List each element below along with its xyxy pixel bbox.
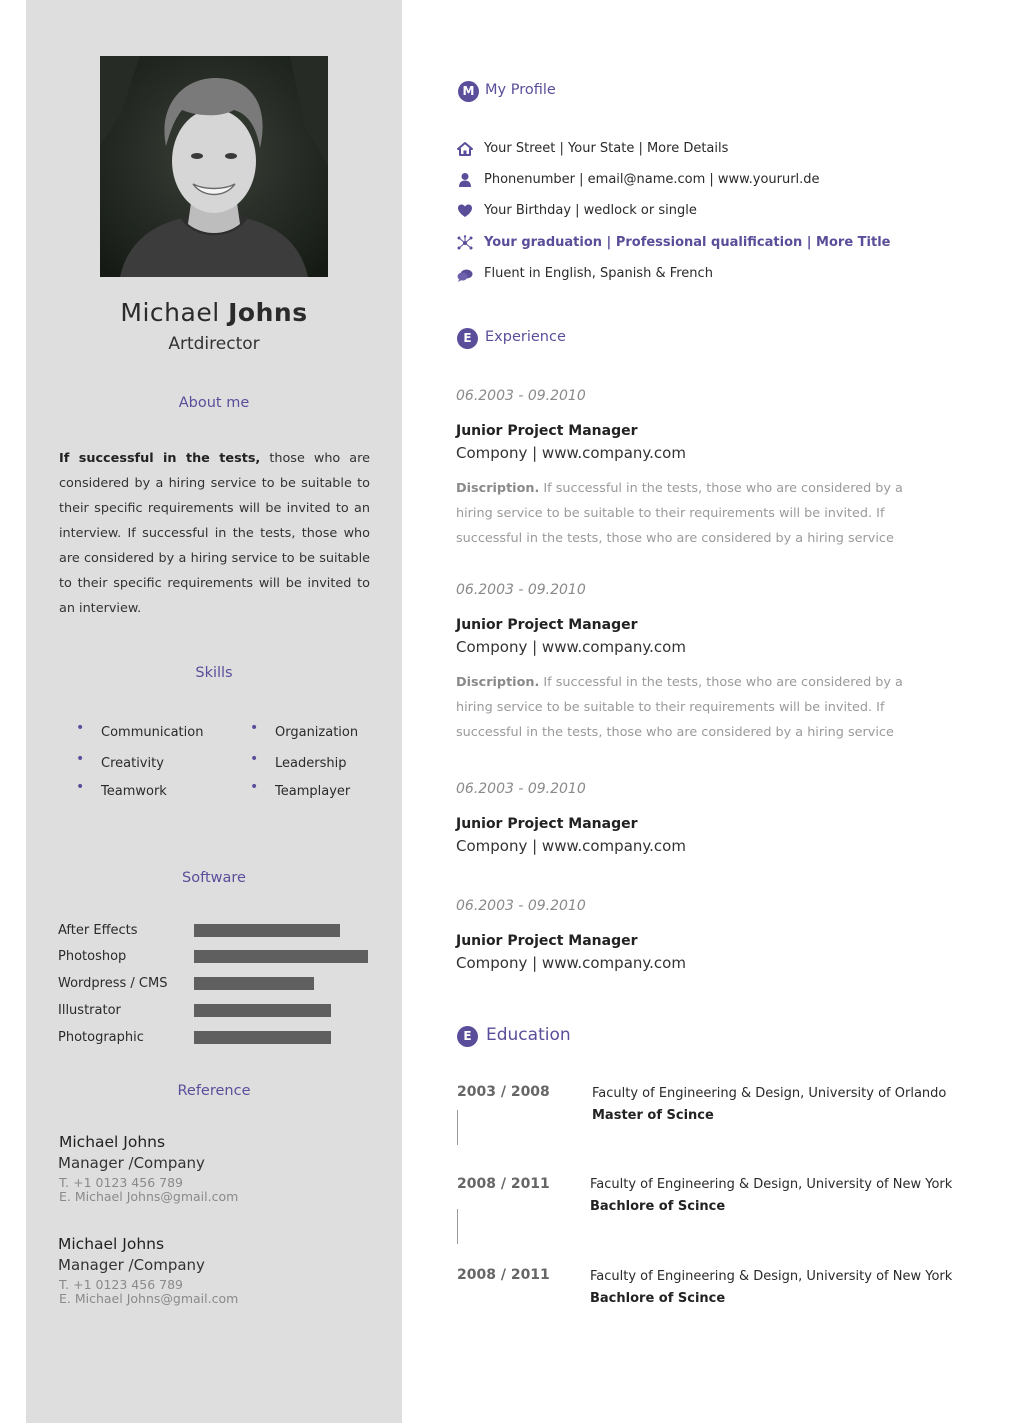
education-degree: Master of Scince (592, 1108, 714, 1123)
reference-phone: T. +1 0123 456 789 (59, 1277, 183, 1292)
software-level-bar (194, 1004, 331, 1017)
bullet-icon: • (250, 720, 259, 736)
software-label: Wordpress / CMS (58, 976, 168, 991)
education-school: Faculty of Engineering & Design, University of Orlando (592, 1086, 947, 1101)
profile-address: Your Street | Your State | More Details (484, 141, 729, 156)
education-letter-icon: E (457, 1026, 478, 1047)
heart-icon (457, 203, 473, 219)
experience-title: Junior Project Manager (456, 816, 638, 832)
profile-personal: Your Birthday | wedlock or single (484, 203, 697, 218)
candidate-role: Artdirector (168, 334, 260, 354)
sidebar (26, 0, 402, 1423)
software-label: Illustrator (58, 1003, 121, 1018)
experience-heading: Experience (485, 329, 566, 345)
software-level-bar (194, 977, 314, 990)
portrait-image (100, 56, 328, 277)
software-label: After Effects (58, 923, 138, 938)
network-icon (457, 235, 473, 251)
bullet-icon: • (76, 720, 85, 736)
software-label: Photographic (58, 1030, 144, 1045)
about-text (59, 446, 370, 621)
education-years: 2008 / 2011 (457, 1176, 550, 1192)
experience-date: 06.2003 - 09.2010 (456, 388, 586, 404)
skill-item: • Creativity (76, 751, 164, 771)
bullet-icon: • (250, 779, 259, 795)
reference-role: Manager /Company (58, 1256, 205, 1274)
experience-company: Compony | www.company.com (456, 954, 686, 972)
reference-role: Manager /Company (58, 1154, 205, 1172)
profile-letter-icon: M (458, 81, 479, 102)
experience-description (456, 670, 926, 745)
experience-company: Compony | www.company.com (456, 638, 686, 656)
experience-title: Junior Project Manager (456, 933, 638, 949)
education-degree: Bachlore of Scince (590, 1291, 726, 1306)
about-bold: If successful in the tests, (59, 451, 261, 466)
reference-email: E. Michael Johns@gmail.com (59, 1189, 239, 1204)
description-text: If successful in the tests, those who are considered by a hiring service to be suitable to their requirements will be invited. If successful in the tests, those who are considered by a hiring service (456, 675, 903, 740)
experience-letter-icon: E (457, 328, 478, 349)
bullet-icon: • (76, 751, 85, 767)
description-text: If successful in the tests, those who are considered by a hiring service to be suitable to their requirements will be invited. If successful in the tests, those who are considered by a hiring service (456, 481, 903, 546)
profile-heading: My Profile (485, 82, 556, 98)
skills-heading: Skills (195, 665, 233, 681)
software-label: Photoshop (58, 949, 127, 964)
education-years: 2008 / 2011 (457, 1267, 550, 1283)
experience-title: Junior Project Manager (456, 423, 638, 439)
bullet-icon: • (76, 779, 85, 795)
profile-photo (100, 56, 328, 277)
timeline-divider (457, 1110, 458, 1145)
education-school: Faculty of Engineering & Design, University of New York (590, 1177, 953, 1192)
person-icon (457, 172, 473, 188)
software-level-bar (194, 924, 340, 937)
software-level-bar (194, 1031, 331, 1044)
profile-languages: Fluent in English, Spanish & French (484, 266, 713, 281)
reference-phone: T. +1 0123 456 789 (59, 1175, 183, 1190)
first-name: Michael (120, 298, 220, 327)
skill-item: • Teamplayer (250, 779, 351, 799)
education-degree: Bachlore of Scince (590, 1199, 726, 1214)
about-heading: About me (178, 395, 250, 411)
experience-company: Compony | www.company.com (456, 444, 686, 462)
reference-name: Michael Johns (58, 1235, 165, 1253)
experience-date: 06.2003 - 09.2010 (456, 781, 586, 797)
software-level-bar (194, 950, 368, 963)
experience-company: Compony | www.company.com (456, 837, 686, 855)
experience-date: 06.2003 - 09.2010 (456, 898, 586, 914)
description-label: Discription. (456, 481, 540, 496)
bullet-icon: • (250, 751, 259, 767)
skill-item: • Leadership (250, 751, 347, 771)
home-icon (457, 141, 473, 157)
profile-contact: Phonenumber | email@name.com | www.yoururl.de (484, 172, 820, 187)
education-years: 2003 / 2008 (457, 1084, 550, 1100)
education-heading: Education (486, 1025, 571, 1045)
profile-qualification: Your graduation | Professional qualification | More Title (484, 235, 891, 250)
experience-title: Junior Project Manager (456, 617, 638, 633)
experience-description (456, 476, 926, 551)
education-school: Faculty of Engineering & Design, University of New York (590, 1269, 953, 1284)
skill-item: • Communication (76, 720, 204, 740)
skill-item: • Organization (250, 720, 359, 740)
software-heading: Software (182, 870, 246, 886)
about-body: those who are considered by a hiring service to be suitable to their specific requirements will be invited to an interview. If successful in the tests, those who are considered by a hiring service to be suitable to their specific requirements will be invited to an interview. (59, 451, 370, 616)
reference-heading: Reference (177, 1083, 251, 1099)
description-label: Discription. (456, 675, 540, 690)
timeline-divider (457, 1209, 458, 1244)
experience-date: 06.2003 - 09.2010 (456, 582, 586, 598)
last-name: Johns (228, 298, 308, 327)
reference-name: Michael Johns (59, 1133, 166, 1151)
candidate-name (26, 298, 402, 327)
chat-icon (457, 267, 473, 283)
reference-email: E. Michael Johns@gmail.com (59, 1291, 239, 1306)
skill-item: • Teamwork (76, 779, 167, 799)
